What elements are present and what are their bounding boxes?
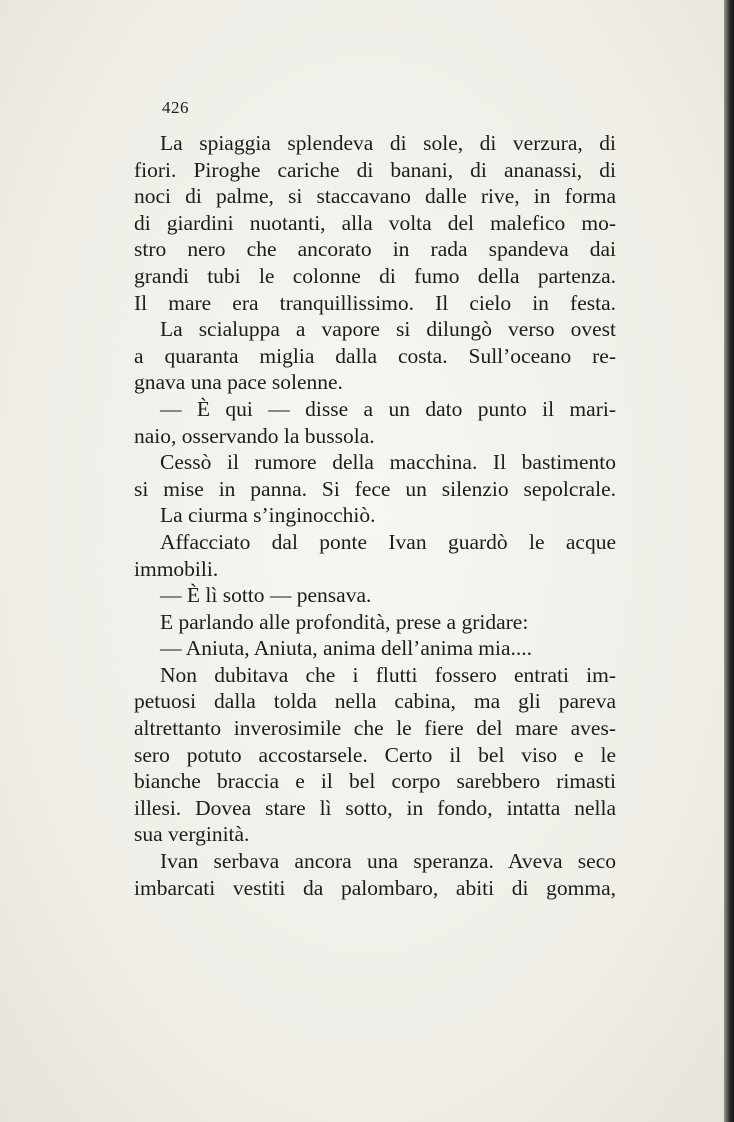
text-line: stro nero che ancorato in rada spandeva dai [134,237,616,262]
text-line: — Aniuta, Aniuta, anima dell’anima mia.... [160,636,532,661]
text-line: La spiaggia splendeva di sole, di verzura, di [160,131,616,155]
text-line: altrettanto inverosimile che le fiere del mare aves- [134,716,616,741]
text-line: Il mare era tranquillissimo. Il cielo in festa. [134,290,616,315]
text-line: imbarcati vestiti da palombaro, abiti di gomma, [134,875,616,900]
text-line: gnava una pace solenne. [134,370,343,395]
text-line: a quaranta miglia dalla costa. Sull’oceano re- [134,343,616,368]
text-line: di giardini nuotanti, alla volta del malefico mo- [134,210,616,235]
text-line: bianche braccia e il bel corpo sarebbero rimasti [134,769,616,794]
text-line: fiori. Piroghe cariche di banani, di ananassi, di [134,157,616,182]
page-number: 426 [162,98,189,117]
text-line: Ivan serbava ancora una speranza. Aveva seco [160,849,616,874]
text-line: La ciurma s’inginocchiò. [160,503,376,528]
text-line: sero potuto accostarsele. Certo il bel viso e le [134,742,616,767]
text-line: si mise in panna. Si fece un silenzio sepolcrale. [134,476,616,501]
text-line: illesi. Dovea stare lì sotto, in fondo, intatta nella [134,795,616,820]
text-line: — È lì sotto — pensava. [160,583,372,608]
text-line: grandi tubi le colonne di fumo della partenza. [134,263,616,288]
text-line: noci di palme, si staccavano dalle rive, in forma [134,184,616,209]
body-text [134,130,616,901]
text-line: — È qui — disse a un dato punto il mari- [160,396,616,421]
text-line: Cessò il rumore della macchina. Il bastimento [160,450,616,475]
text-line: Affacciato dal ponte Ivan guardò le acque [160,529,616,554]
text-line: Non dubitava che i flutti fossero entrati im- [160,662,616,687]
text-line: petuosi dalla tolda nella cabina, ma gli pareva [134,689,616,714]
text-line: sua verginità. [134,822,250,847]
text-line: naio, osservando la bussola. [134,423,375,448]
text-line: E parlando alle profondità, prese a gridare: [160,609,529,634]
text-line: La scialuppa a vapore si dilungò verso ovest [160,317,616,342]
text-line: immobili. [134,556,219,581]
book-spine-shadow [724,0,734,1122]
